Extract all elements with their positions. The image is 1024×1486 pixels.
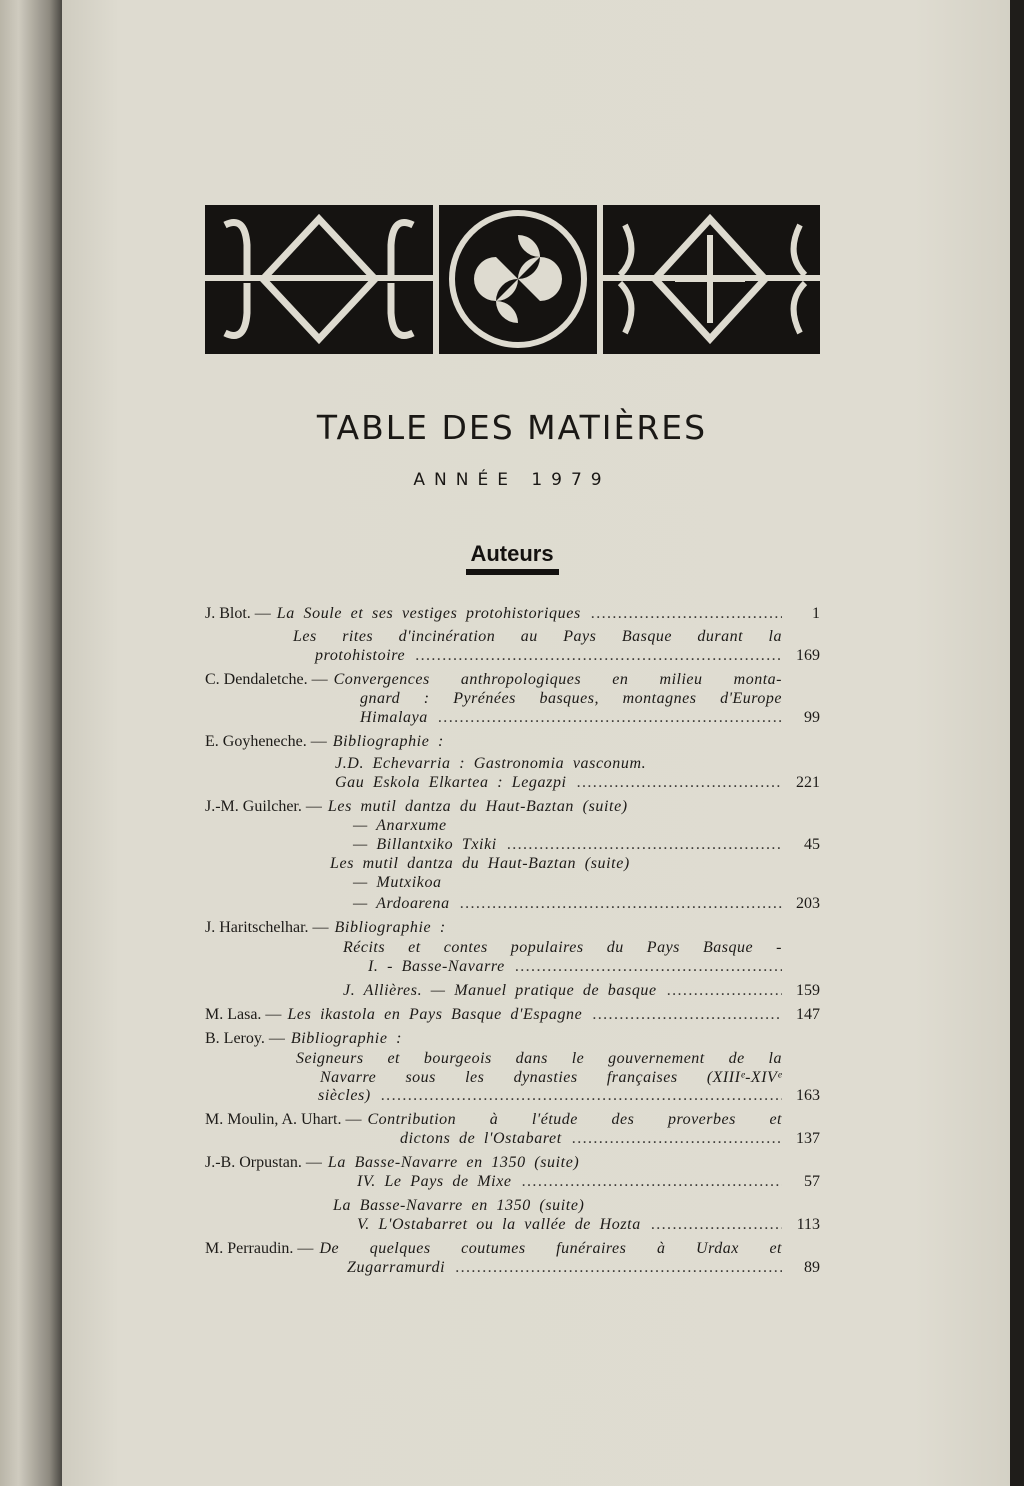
toc-line [353, 894, 820, 914]
dot-leader [577, 773, 782, 793]
entry-title: — Anarxume [353, 817, 447, 834]
toc-line [333, 1196, 782, 1216]
page-number: 113 [796, 1216, 820, 1233]
entry-title: Seigneurs et bourgeois dans le gouvernement de la [296, 1050, 782, 1067]
toc-line [353, 873, 782, 893]
page-number: 203 [796, 895, 820, 912]
entry-title: La Basse-Navarre en 1350 (suite) [327, 1154, 580, 1171]
entry-title: Les rites d'incinération au Pays Basque durant la [293, 628, 782, 645]
author-name: J. Haritschelhar. — [205, 919, 329, 936]
dot-leader [572, 1129, 782, 1149]
toc-line [357, 1215, 820, 1235]
entry-title: Les mutil dantza du Haut-Baztan (suite) [327, 798, 628, 815]
entry-title: Zugarramurdi [347, 1259, 446, 1276]
page-number: 159 [796, 982, 820, 999]
dot-leader [591, 604, 782, 624]
entry-title: Gau Eskola Elkartea : Legazpi [335, 774, 567, 791]
toc-line [347, 1258, 820, 1278]
page-number: 89 [804, 1259, 820, 1276]
page-edge-shadow [1010, 0, 1024, 1486]
toc-line [293, 627, 782, 647]
toc-line [205, 1239, 782, 1259]
section-heading-auteurs: Auteurs [470, 541, 554, 566]
year-subtitle: ANNÉE 1979 [413, 470, 611, 490]
entry-title: — Ardoarena [353, 895, 450, 912]
entry-title: Bibliographie : [290, 1030, 403, 1047]
toc-line [205, 918, 782, 938]
page-number: 57 [804, 1173, 820, 1190]
toc-line [353, 816, 782, 836]
toc-line [335, 773, 820, 793]
entry-title: V. L'Ostabarret ou la vallée de Hozta [357, 1216, 641, 1233]
toc-line [296, 1049, 782, 1069]
facing-page-edge [0, 0, 62, 1486]
toc-line [205, 604, 820, 624]
toc-line [205, 797, 782, 817]
dot-leader [381, 1086, 782, 1106]
dot-leader [507, 835, 782, 855]
entry-title: I. - Basse-Navarre [368, 958, 505, 975]
toc-line [320, 1068, 782, 1088]
toc-line [205, 1005, 820, 1025]
toc-line [368, 957, 782, 977]
author-name: M. Lasa. — [205, 1006, 282, 1023]
entry-title: J.D. Echevarria : Gastronomia vasconum. [335, 755, 647, 772]
entry-title: — Billantxiko Txiki [353, 836, 497, 853]
dot-leader [522, 1172, 782, 1192]
entry-title: gnard : Pyrénées basques, montagnes d'Europe [360, 690, 782, 707]
author-name: J.-B. Orpustan. — [205, 1154, 322, 1171]
entry-title: — Mutxikoa [353, 874, 442, 891]
entry-title: Bibliographie : [332, 733, 444, 750]
page-number: 99 [804, 709, 820, 726]
author-name: M. Perraudin. — [205, 1240, 314, 1257]
entry-title: Bibliographie : [334, 919, 446, 936]
entry-title: Navarre sous les dynasties françaises (XIIIᵉ-XIVᵉ [320, 1069, 782, 1086]
toc-line [353, 835, 820, 855]
page-number: 45 [804, 836, 820, 853]
author-name: M. Moulin, A. Uhart. — [205, 1111, 362, 1128]
dot-leader [415, 646, 782, 666]
toc-line [205, 1153, 782, 1173]
toc-line [343, 981, 820, 1001]
dot-leader [460, 894, 782, 914]
toc-line [205, 1110, 782, 1130]
author-name: E. Goyheneche. — [205, 733, 327, 750]
toc-line [318, 1086, 820, 1106]
toc-line [205, 732, 782, 752]
basque-ornament-banner [205, 205, 820, 354]
page-number: 221 [796, 774, 820, 791]
toc-line [330, 854, 782, 874]
page-number: 137 [796, 1130, 820, 1147]
entry-title: Les ikastola en Pays Basque d'Espagne [287, 1006, 583, 1023]
toc-line [360, 708, 820, 728]
page-number: 163 [796, 1087, 820, 1104]
entry-title: De quelques coutumes funéraires à Urdax et [319, 1240, 782, 1257]
entry-title: Les mutil dantza du Haut-Baztan (suite) [330, 855, 630, 872]
dot-leader [438, 708, 782, 728]
dot-leader [667, 981, 782, 1001]
page-number: 147 [796, 1006, 820, 1023]
toc-line [315, 646, 820, 666]
entry-title: La Basse-Navarre en 1350 (suite) [333, 1197, 585, 1214]
toc-line [335, 754, 782, 774]
entry-title: IV. Le Pays de Mixe [357, 1173, 512, 1190]
section-underline [466, 569, 559, 575]
toc-line [360, 689, 782, 709]
dot-leader [592, 1005, 782, 1025]
entry-title: Convergences anthropologiques en milieu monta- [333, 671, 782, 688]
entry-title: dictons de l'Ostabaret [400, 1130, 562, 1147]
entry-title: protohistoire [315, 647, 406, 664]
author-name: J.-M. Guilcher. — [205, 798, 322, 815]
dot-leader [651, 1215, 782, 1235]
toc-line [343, 938, 782, 958]
entry-title: La Soule et ses vestiges protohistoriques [276, 605, 581, 622]
entry-title: Contribution à l'étude des proverbes et [367, 1111, 782, 1128]
entry-title: J. Allières. — Manuel pratique de basque [343, 982, 657, 999]
page-number: 1 [812, 605, 820, 622]
author-name: C. Dendaletche. — [205, 671, 328, 688]
dot-leader [515, 957, 782, 977]
toc-line [357, 1172, 820, 1192]
toc-line [205, 670, 782, 690]
entry-title: siècles) [318, 1087, 371, 1104]
toc-line [400, 1129, 820, 1149]
toc-line [205, 1029, 782, 1049]
page-number: 169 [796, 647, 820, 664]
dot-leader [455, 1258, 782, 1278]
page-title: TABLE DES MATIÈRES [316, 408, 708, 447]
author-name: J. Blot. — [205, 605, 271, 622]
entry-title: Himalaya [360, 709, 428, 726]
entry-title: Récits et contes populaires du Pays Basque - [343, 939, 782, 956]
author-name: B. Leroy. — [205, 1030, 285, 1047]
